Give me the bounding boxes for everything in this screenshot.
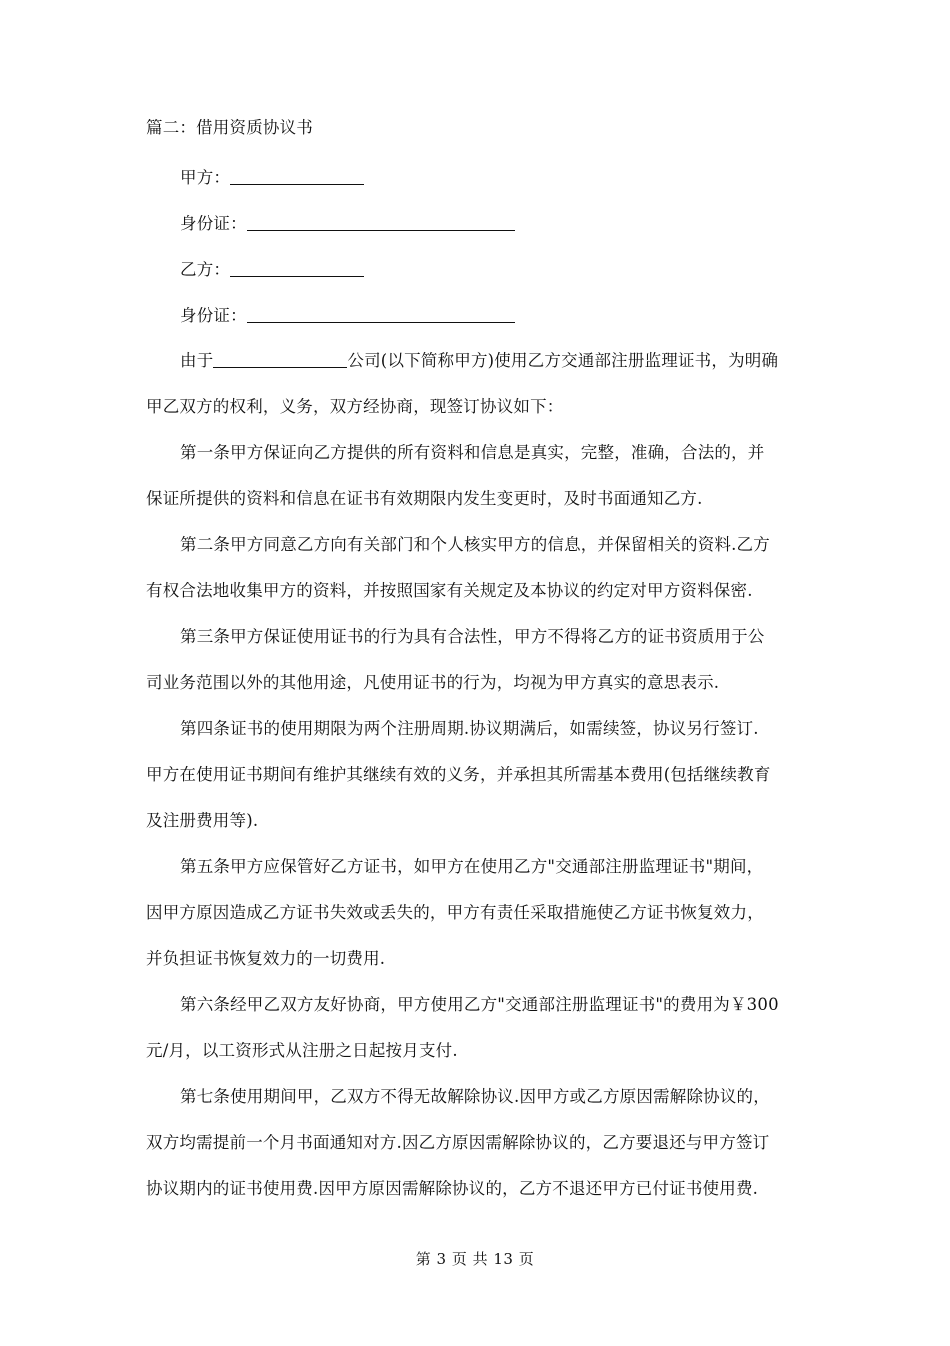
article-3-line-2: 司业务范围以外的其他用途，凡使用证书的行为，均视为甲方真实的意思表示.	[146, 673, 720, 692]
article-7-line-1: 第七条使用期间甲，乙双方不得无故解除协议.因甲方或乙方原因需解除协议的，	[180, 1087, 770, 1106]
party-b-label: 乙方：	[180, 260, 231, 279]
article-7-line-3: 协议期内的证书使用费.因甲方原因需解除协议的，乙方不退还甲方已付证书使用费.	[146, 1179, 759, 1198]
id-card-b-label: 身份证：	[180, 306, 247, 325]
article-4-line-2: 甲方在使用证书期间有维护其继续有效的义务，并承担其所需基本费用(包括继续教育	[146, 765, 771, 784]
article-3-line-1: 第三条甲方保证使用证书的行为具有合法性，甲方不得将乙方的证书资质用于公	[180, 627, 765, 646]
article-2-line-1: 第二条甲方同意乙方向有关部门和个人核实甲方的信息，并保留相关的资料.乙方	[180, 535, 770, 554]
article-1-line-1: 第一条甲方保证向乙方提供的所有资料和信息是真实，完整，准确，合法的，并	[180, 443, 765, 462]
id-card-a-blank	[247, 214, 515, 231]
company-blank	[213, 351, 347, 368]
article-4-line-1: 第四条证书的使用期限为两个注册周期.协议期满后，如需续签，协议另行签订.	[180, 719, 759, 738]
document-title: 篇二：借用资质协议书	[146, 118, 313, 137]
page-number-footer: 第 3 页 共 13 页	[415, 1250, 535, 1268]
article-5-line-3: 并负担证书恢复效力的一切费用.	[146, 949, 386, 968]
id-card-b-row	[180, 306, 515, 326]
party-a-row	[180, 168, 364, 188]
article-6-line-2: 元/月，以工资形式从注册之日起按月支付.	[146, 1041, 458, 1060]
article-5-line-2: 因甲方原因造成乙方证书失效或丢失的，甲方有责任采取措施使乙方证书恢复效力，	[146, 903, 764, 922]
article-4-line-3: 及注册费用等).	[146, 811, 259, 830]
party-a-label: 甲方：	[180, 168, 231, 187]
party-a-blank	[230, 168, 364, 185]
party-b-row	[180, 260, 364, 280]
id-card-b-blank	[247, 306, 515, 323]
party-b-blank	[230, 260, 364, 277]
intro-line-2: 甲乙双方的权利，义务，双方经协商，现签订协议如下：	[146, 397, 564, 416]
intro-line-1-text: 公司(以下简称甲方)使用乙方交通部注册监理证书，为明确	[347, 351, 779, 370]
id-card-a-label: 身份证：	[180, 214, 247, 233]
intro-prefix: 由于	[180, 351, 214, 370]
intro-line-1	[180, 351, 778, 371]
article-7-line-2: 双方均需提前一个月书面通知对方.因乙方原因需解除协议的，乙方要退还与甲方签订	[146, 1133, 770, 1152]
article-1-line-2: 保证所提供的资料和信息在证书有效期限内发生变更时，及时书面通知乙方.	[146, 489, 703, 508]
article-5-line-1: 第五条甲方应保管好乙方证书，如甲方在使用乙方"交通部注册监理证书"期间，	[180, 857, 764, 876]
article-6-line-1: 第六条经甲乙双方友好协商，甲方使用乙方"交通部注册监理证书"的费用为￥300	[180, 995, 779, 1014]
article-2-line-2: 有权合法地收集甲方的资料，并按照国家有关规定及本协议的约定对甲方资料保密.	[146, 581, 753, 600]
id-card-a-row	[180, 214, 515, 234]
